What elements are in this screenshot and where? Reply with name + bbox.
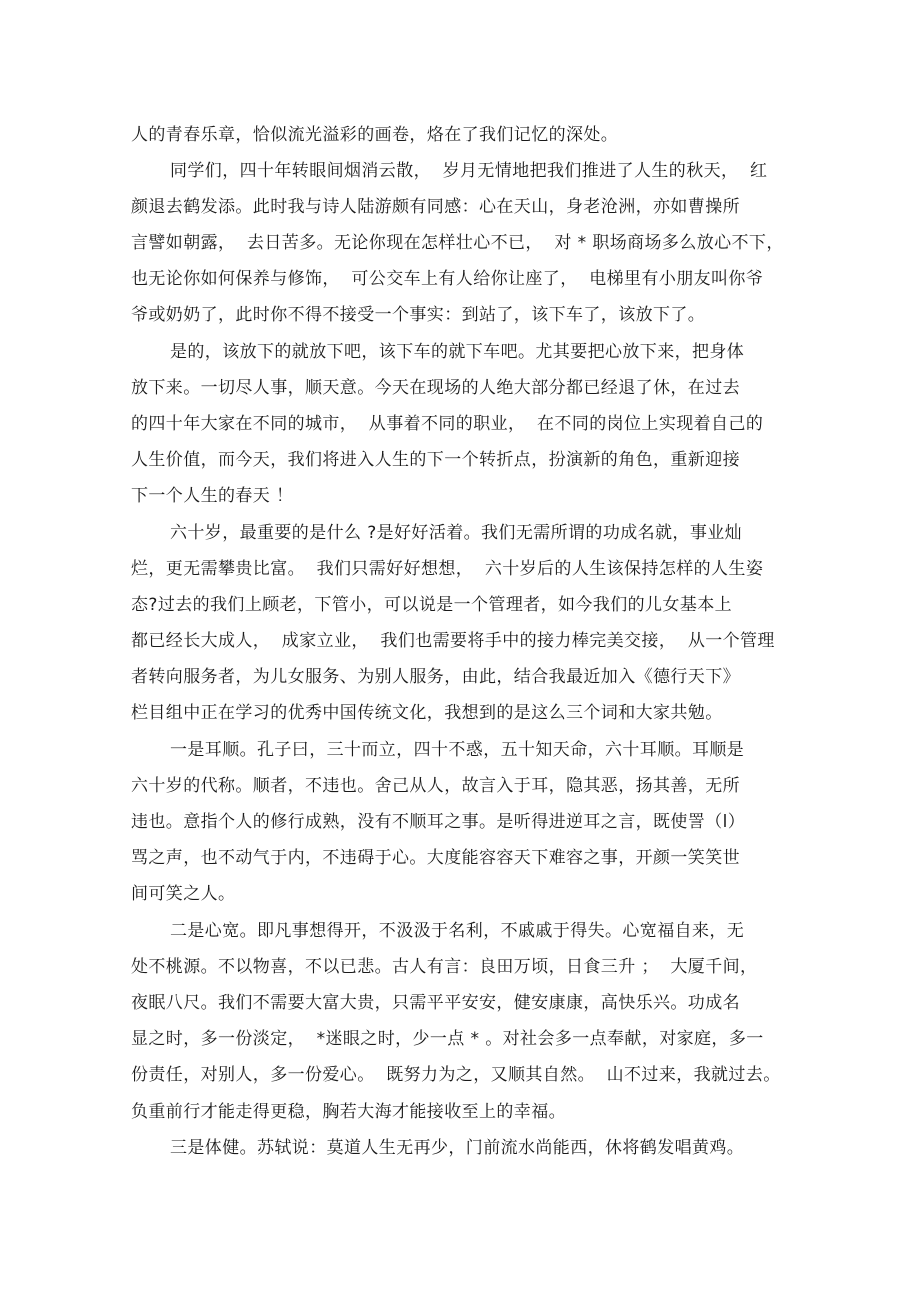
text-line: 人生价值，而今天，我们将进入人生的下一个转折点，扮演新的角色，重新迎接 — [131, 450, 740, 470]
text-line: 放下来。一切尽人事，顺天意。今天在现场的人绝大部分都已经退了休，在过去 — [131, 378, 740, 398]
text-line: 违也。意指个人的修行成熟，没有不顺耳之事。是听得进逆耳之言，既使詈（l） — [131, 812, 746, 832]
text-line: 颜退去鹤发添。此时我与诗人陆游颇有同感：心在天山，身老沧洲，亦如曹操所 — [131, 197, 740, 217]
text-line: 负重前行才能走得更稳，胸若大海才能接收至上的幸福。 — [131, 1102, 566, 1122]
text-line: 烂，更无需攀贵比富。 我们只需好好想想， 六十岁后的人生该保持怎样的人生姿 — [131, 559, 764, 579]
text-line: 份责任，对别人，多一份爱心。 既努力为之，又顺其自然。 山不过来，我就过去。 — [131, 1065, 781, 1085]
text-line: 骂之声，也不动气于内，不违碍于心。大度能容容天下难容之事，开颜一笑笑世 — [131, 848, 740, 868]
text-line: 夜眠八尺。我们不需要大富大贵，只需平平安安，健安康康，高快乐兴。功成名 — [131, 993, 740, 1013]
text-line: 三是体健。苏轼说：莫道人生无再少，门前流水尚能西，休将鹤发唱黄鸡。 — [170, 1138, 745, 1158]
text-line: 的四十年大家在不同的城市， 从事着不同的职业， 在不同的岗位上实现着自己的 — [131, 414, 764, 434]
text-line: 同学们，四十年转眼间烟消云散， 岁月无情地把我们推进了人生的秋天， 红 — [170, 161, 768, 181]
text-line: 都已经长大成人， 成家立业， 我们也需要将手中的接力棒完美交接， 从一个管理 — [131, 631, 775, 651]
text-line: 六十岁的代称。顺者，不违也。舍己从人，故言入于耳，隐其恶，扬其善，无所 — [131, 776, 740, 796]
text-line: 言譬如朝露， 去日苦多。无论你现在怎样壮心不已， 对 * 职场商场多么放心不下， — [131, 233, 784, 253]
text-line: 态?过去的我们上顾老，下管小，可以说是一个管理者，如今我们的儿女基本上 — [131, 595, 733, 615]
text-line: 二是心宽。即凡事想得开，不汲汲于名利，不戚戚于得失。心宽福自来，无 — [170, 921, 745, 941]
text-line: 是的，该放下的就放下吧，该下车的就下车吧。尤其要把心放下来，把身体 — [170, 342, 745, 362]
text-line: 栏目组中正在学习的优秀中国传统文化，我想到的是这么三个词和大家共勉。 — [131, 703, 723, 723]
text-line: 处不桃源。不以物喜，不以已悲。古人有言：良田万顷，日食三升 ； 大厦千间， — [131, 957, 758, 977]
text-line: 显之时，多一份淡定， *迷眼之时，少一点 * 。对社会多一点奉献，对家庭，多一 — [131, 1029, 764, 1049]
text-line: 一是耳顺。孔子曰，三十而立，四十不惑，五十知天命，六十耳顺。耳顺是 — [170, 740, 745, 760]
text-line: 六十岁，最重要的是什么 ?是好好活着。我们无需所谓的功成名就，事业灿 — [170, 523, 743, 543]
text-line: 间可笑之人。 — [131, 884, 236, 904]
text-line: 下一个人生的春天 ！ — [131, 486, 294, 506]
text-line: 也无论你如何保养与修饰， 可公交车上有人给你让座了， 电梯里有小朋友叫你爷 — [131, 269, 764, 289]
text-line: 爷或奶奶了，此时你不得不接受一个事实：到站了，该下车了，该放下了。 — [131, 305, 706, 325]
text-line: 人的青春乐章，恰似流光溢彩的画卷，烙在了我们记忆的深处。 — [131, 125, 619, 145]
text-line: 者转向服务者，为儿女服务、为别人服务，由此，结合我最近加入《德行天下》 — [131, 667, 740, 687]
